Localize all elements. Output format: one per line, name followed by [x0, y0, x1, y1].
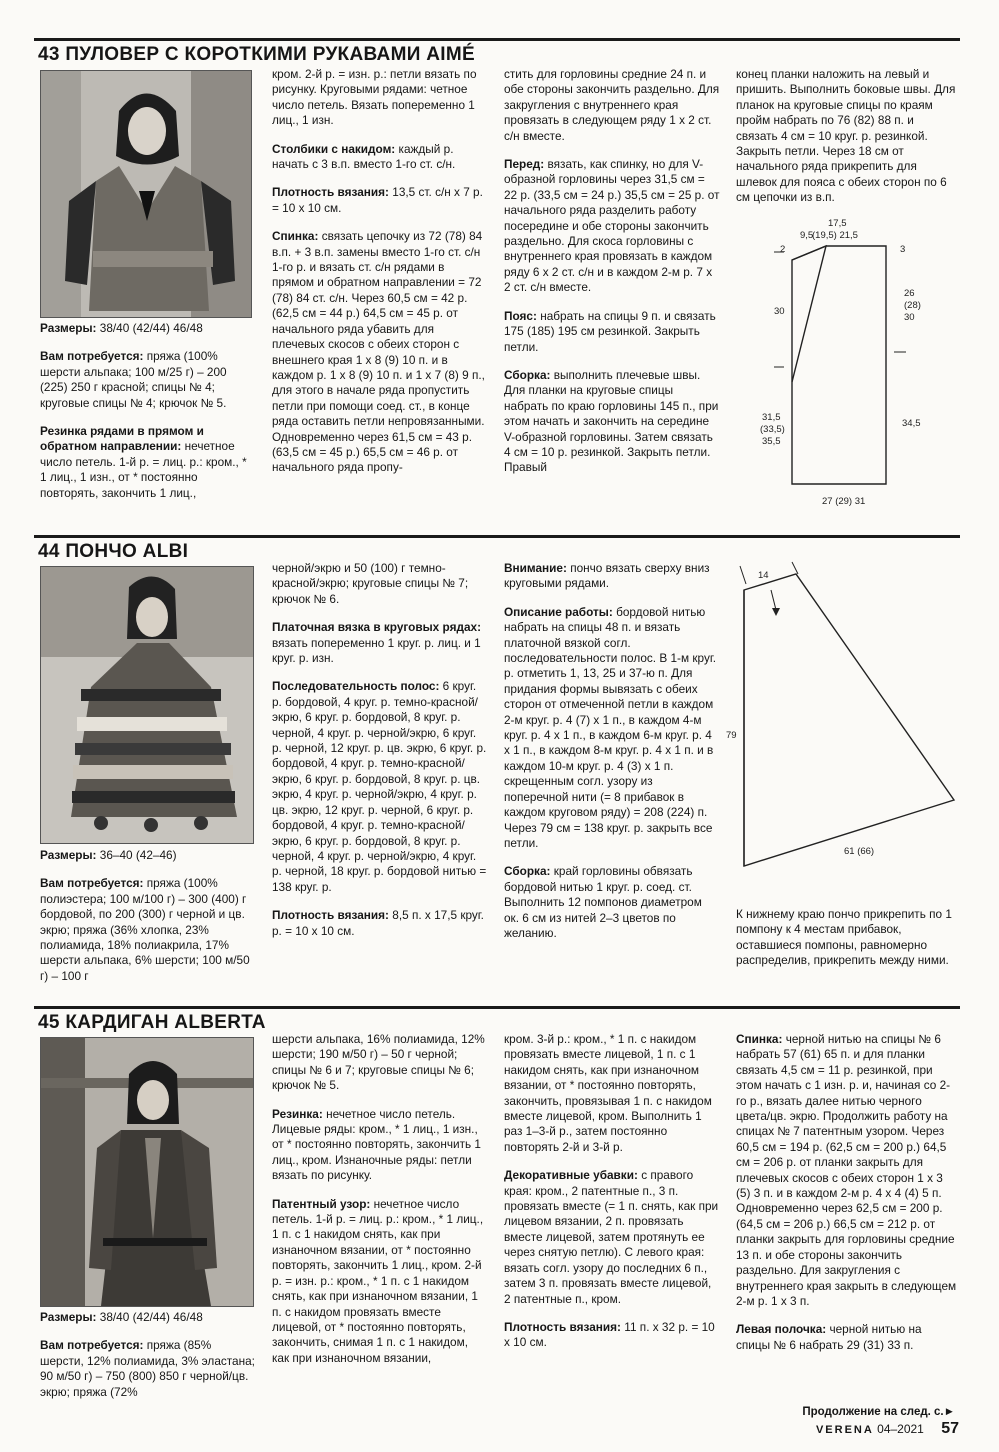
s45-col3 — [504, 1032, 720, 1412]
s45-col4 — [736, 1032, 958, 1384]
s44-col2 — [272, 561, 488, 995]
magazine-name: VERENA — [815, 1424, 874, 1436]
section-rule-44 — [34, 535, 960, 538]
s45-col1 — [40, 1310, 256, 1410]
s43-col2-intro: кром. 2-й р. = изн. р.: петли вязать по рисунку. Круговыми рядами: четное число петель. Вязать попеременно 1 лиц., 1 изн. — [272, 67, 477, 128]
pattern-text: нечетное число петель. 1-й р. = лиц. р.: кром., * 1 лиц., 1 п. с 1 накидом снять, как при изнаночном вязании, от * постоянно повторять, закончить 1 лиц., кром. 2-й р. = изн. р.: кром., * 1 п. с 1 накидом снять, как при изнаночном вязании, 1 п. с накидом провязать вместе лицевой, от * постоянно повторять, закончить, снимая 1 п. с 1 накидом, как при изнаночном вязании, — [272, 1196, 484, 1365]
dim-top-left: 9,5 — [800, 230, 814, 241]
attention-text: пончо вязать сверху вниз круговыми рядами. — [504, 561, 710, 591]
s44-col4 — [736, 907, 958, 997]
dim-lb-35-5: 35,5 — [762, 436, 781, 447]
dim-rb-34-5: 34,5 — [902, 418, 921, 429]
density-text: 13,5 ст. с/н х 7 р. = 10 х 10 см. — [272, 185, 483, 215]
sizes-label: Размеры: — [40, 848, 97, 862]
section-rule-45 — [34, 1006, 960, 1009]
rib-label: Резинка: — [272, 1106, 323, 1121]
page-footer — [816, 1420, 959, 1438]
diagram-pullover — [736, 212, 956, 512]
s44-col4-text: К нижнему краю пончо прикрепить по 1 помпону к 4 местам прибавок, оставшиеся помпоны, равномерно распределив, прикрепить между ними. — [736, 907, 952, 968]
dim-bottom: 61 (66) — [844, 846, 875, 857]
dim-right-3: 3 — [900, 244, 906, 255]
sequence-label: Последовательность полос: — [272, 679, 440, 694]
back-text: связать цепочку из 72 (78) 84 в.п. + 3 в.п. замены вместо 1-го ст. с/н 1-го р. и вязать ст. с/н рядами в прямом и обратном направлении = 72 (78) 84 ст. с/н. Через 60,5 см = 42 р. (62,5 см = 44 р.) 64,5 см = 45 р. от начального ряда убавить для плечевых скосов с обеих сторон с внешнего края 1 х 8 (9) 10 п. и в каждом р. 1 х 8 (9) 10 п. и 1 х 7 (8) 9 п., для этого в начале ряда пропустить петли при помощи соед. ст., в конце ряда оставить петли непровязанными. Одновременно через 61,5 см = 43 р. (63,5 см = 45 р.) 65,5 см = 46 р. от начального ряда пропу- — [272, 229, 485, 475]
sizes-value: 38/40 (42/44) 46/48 — [99, 1310, 203, 1324]
photo-poncho — [40, 566, 254, 844]
continue-note: Продолжение на след. с.► — [802, 1406, 955, 1418]
sizes-value: 38/40 (42/44) 46/48 — [99, 321, 203, 335]
need-label: Вам потребуется: — [40, 876, 144, 891]
photo-cardigan — [40, 1037, 254, 1307]
decrease-label: Декоративные убавки: — [504, 1168, 638, 1183]
density-text: 11 п. х 32 р. = 10 х 10 см. — [504, 1319, 715, 1350]
rib-label: Резинка рядами в прямом и обратном направлении: — [40, 424, 204, 454]
s43-col2 — [272, 67, 488, 515]
stolb-text: каждый р. начать с 3 в.п. вместо 1-го ст. с/н. — [272, 141, 456, 172]
s45-col2 — [272, 1032, 488, 1412]
s44-col2-intro: черной/экрю и 50 (100) г темно-красной/экрю; круговые спицы № 7; крючок № 6. — [272, 561, 469, 606]
dim-top-mid2: (19,5) 21,5 — [812, 230, 858, 241]
density-label: Плотность вязания: — [272, 185, 389, 200]
rib-text: нечетное число петель. 1-й р. = лиц. р.: кром., * 1 лиц., 1 изн., от * постоянно повторять, закончить 1 лиц., — [40, 439, 247, 500]
front-text: вязать, как спинку, но для V-образной горловины через 31,5 см = 22 р. (33,5 см = 24 р.) 35,5 см = 25 р. от начального ряда разделить работу посередине и обе стороны закончить раздельно. Для скоса горловины с внутреннего края провязать в каждом ряду 6 х 2 ст. с/н и в каждом 2-м р. 7 х 2 ст. с/н вместе. — [504, 157, 720, 295]
dim-lb-31-5: 31,5 — [762, 412, 781, 423]
assembly-label: Сборка: — [504, 367, 551, 382]
page-number: 57 — [941, 1420, 959, 1437]
rib-text: нечетное число петель. Лицевые ряды: кром., * 1 лиц., 1 изн., от * постоянно повторять, закончить 1 лиц., кром. Изнаночные ряды: петли вязать по рисунку. — [272, 1106, 481, 1183]
dim-left: 79 — [726, 730, 737, 741]
back-label: Спинка: — [736, 1032, 783, 1046]
density-label: Плотность вязания: — [504, 1319, 621, 1334]
s44-col1 — [40, 848, 256, 998]
dim-left-30: 30 — [774, 306, 785, 317]
sequence-text: 6 круг. р. бордовой, 4 круг. р. темно-красной/экрю, 6 круг. р. бордовой, 8 круг. р. черной, 4 круг. р. черной/экрю, 6 круг. р. черной, 12 круг. р. цв. экрю, 6 круг. р. бордовой, 4 круг. р. темно-красной/экрю, 6 круг. р. бордовой, 8 круг. р. цв. экрю, 4 круг. р. черной/экрю, 4 круг. р. цв. экрю, 12 круг. р. черной, 6 круг. р. бордовой, 4 круг. р. темно-красной/экрю, 6 круг. р. бордовой, 8 круг. р. черной, 4 круг. р. черной/экрю, 4 круг. р. черной, 18 круг. р. бордовой нитью = 138 круг. р. — [272, 679, 487, 894]
s43-col4-text: конец планки наложить на левый и пришить. Выполнить боковые швы. Для планок на круговые спицы по краям пройм набрать по 76 (82) 88 п. и связать 4 см = 10 круг. р. резинкой. Закрыть петли. Через 18 см от начального ряда прикрепить для шлевок для пояса с обеих сторон по 6 см цепочки из в.п. — [736, 67, 956, 205]
assembly-text: край горловины обвязать бордовой нитью 1 круг. р. соед. ст. Выполнить 12 помпонов диаметром ок. 6 см из нитей 2–3 цветов по желанию. — [504, 864, 702, 940]
sizes-label: Размеры: — [40, 1310, 97, 1324]
s43-col1 — [40, 321, 252, 511]
density-label: Плотность вязания: — [272, 908, 389, 923]
dim-top: 14 — [758, 570, 769, 581]
s43-col3-intro: стить для горловины средние 24 п. и обе стороны закончить раздельно. Для закругления с внутреннего края провязать в следующем ряду 1 х 2 ст. с/н вместе. — [504, 67, 720, 143]
need-label: Вам потребуется: — [40, 1338, 144, 1353]
assembly-text: выполнить плечевые швы. Для планки на круговые спицы набрать по краю горловины 145 п., при этом начать и закончить на середине V-образной горловины. Затем связать 4 см = 10 р. резинкой. Закрыть петли. Правый — [504, 367, 719, 475]
front-label: Перед: — [504, 157, 545, 172]
dim-right-30: 30 — [904, 312, 915, 323]
section-title-43: 43 ПУЛОВЕР С КОРОТКИМИ РУКАВАМИ AIMÉ — [38, 44, 475, 65]
need-text: пряжа (100% шерсти альпака; 100 м/25 г) – 200 (225) 250 г красной; спицы № 4; круговые спицы № 4; крючок № 5. — [40, 349, 227, 410]
left-front-text: черной нитью на спицы № 6 набрать 29 (31) 33 п. — [736, 1322, 922, 1352]
density-text: 8,5 п. х 17,5 круг. р. = 10 х 10 см. — [272, 908, 484, 938]
pattern-label: Патентный узор: — [272, 1196, 371, 1211]
back-label: Спинка: — [272, 229, 319, 244]
need-text: пряжа (85% шерсти, 12% полиамида, 3% эластана; 90 м/50 г) – 750 (800) 850 г черной/цв. экрю; пряжа (72% — [40, 1338, 255, 1399]
s45-col2-intro: шерсти альпака, 16% полиамида, 12% шерсти; 190 м/50 г) – 50 г черной; спицы № 6 и 7; круговые спицы № 6; крючок № 5. — [272, 1032, 485, 1093]
sizes-label: Размеры: — [40, 321, 97, 335]
left-front-label: Левая полочка: — [736, 1322, 827, 1337]
section-title-45: 45 КАРДИГАН ALBERTA — [38, 1012, 266, 1033]
assembly-label: Сборка: — [504, 864, 551, 879]
dim-bottom: 27 (29) 31 — [822, 496, 866, 507]
s44-col3 — [504, 561, 720, 995]
dim-right-26: 26 — [904, 288, 915, 299]
s43-col3 — [504, 67, 720, 515]
description-text: бордовой нитью набрать на спицы 48 п. и вязать платочной вязкой согл. последовательности полос. В 1-м круг. р. отметить 1, 13, 25 и 37-ю п. Для придания формы вывязать с обеих сторон от отмеченной петли в каждом 2-м круг. р. 4 (7) х 1 п., в каждом 4-м круг. р. 4 х 1 п., в каждом 6-м круг. р. 4 х 1 п., в каждом 8-м круг. р. 4 х 1 п. и в каждом 10-м круг. р. 4 (3) х 1 п. скрещенным согл. узору из поперечной нити (= 8 прибавок в каждом круговом ряду) = 208 (224) п. Через 79 см = 138 круг. р. закрыть все петли. — [504, 604, 716, 850]
back-text: черной нитью на спицы № 6 набрать 57 (61) 65 п. и для планки связать 4,5 см = 11 р. резинкой, при этом начать с 1 изн. р. и, начиная со 2-го р., вязать далее нитью черного цвета/цв. экрю. Продолжить работу на спицах № 7 патентным узором. Через 60,5 см = 194 р. (62,5 см = 200 р.) 64,5 см = 206 р. от планки закрыть для плечевых скосов с обеих сторон 1 х 3 (5) 3 п. и в каждом 2-м р. 4 х 4 (4) 5 п. Одновременно через 62,5 см = 200 р. (64,5 см = 206 р.) 66,5 см = 212 р. от планки закрыть для горловины средние 13 п. и обе стороны закончить раздельно. Для закругления с внутреннего края закрыть в следующем 2-м р. 1 х 3 п. — [736, 1032, 957, 1308]
decrease-text: с правого края: кром., 2 патентные п., 3 п. провязать вместе (= 1 п. снять, как при лицевом вязании, 2 п. провязать вместе лицевой, затем протянуть ее через снятую петлю). С левого края: вязать согл. узору до последних 6 п., затем 3 п. провязать вместе лицевой, 2 патентные п., кром. — [504, 1168, 719, 1306]
description-label: Описание работы: — [504, 604, 613, 619]
sizes-value: 36–40 (42–46) — [99, 848, 177, 862]
attention-label: Внимание: — [504, 561, 567, 575]
dim-right-28: (28) — [904, 300, 921, 311]
s45-col3-intro: кром. 3-й р.: кром., * 1 п. с накидом провязать вместе лицевой, 1 п. с 1 накидом снять, как при изнаночном вязании, от * постоянно повторять, закончить, провязывая 1 п. с накидом вместе лицевой, кром. Выполнить 1 раз 1–3-й р., затем постоянно повторять 2-й и 3-й р. — [504, 1032, 712, 1154]
section-rule-43 — [34, 38, 960, 41]
platoch-text: вязать попеременно 1 круг. р. лиц. и 1 круг. р. изн. — [272, 635, 481, 666]
dim-top-mid: 17,5 — [828, 218, 847, 229]
need-label: Вам потребуется: — [40, 349, 144, 364]
issue-number: 04–2021 — [877, 1422, 924, 1436]
platoch-label: Платочная вязка в круговых рядах: — [272, 620, 481, 635]
photo-pullover — [40, 70, 252, 318]
belt-text: набрать на спицы 9 п. и связать 175 (185) 195 см резинкой. Закрыть петли. — [504, 308, 716, 354]
dim-left-2: 2 — [780, 244, 786, 255]
belt-label: Пояс: — [504, 308, 537, 323]
s43-col4 — [736, 67, 956, 207]
dim-lb-33-5: (33,5) — [760, 424, 785, 435]
stolb-label: Столбики с накидом: — [272, 141, 396, 156]
diagram-poncho — [722, 560, 962, 900]
section-title-44: 44 ПОНЧО ALBI — [38, 541, 189, 562]
need-text: пряжа (100% полиэстера; 100 м/100 г) – 300 (400) г бордовой, по 200 (300) г черной и цв. экрю; пряжа (36% хлопка, 23% полиамида, 18% полиакрила, 17% шерсти альпака, 6% шерсти; 100 м/50 г) – 100 г — [40, 876, 250, 983]
